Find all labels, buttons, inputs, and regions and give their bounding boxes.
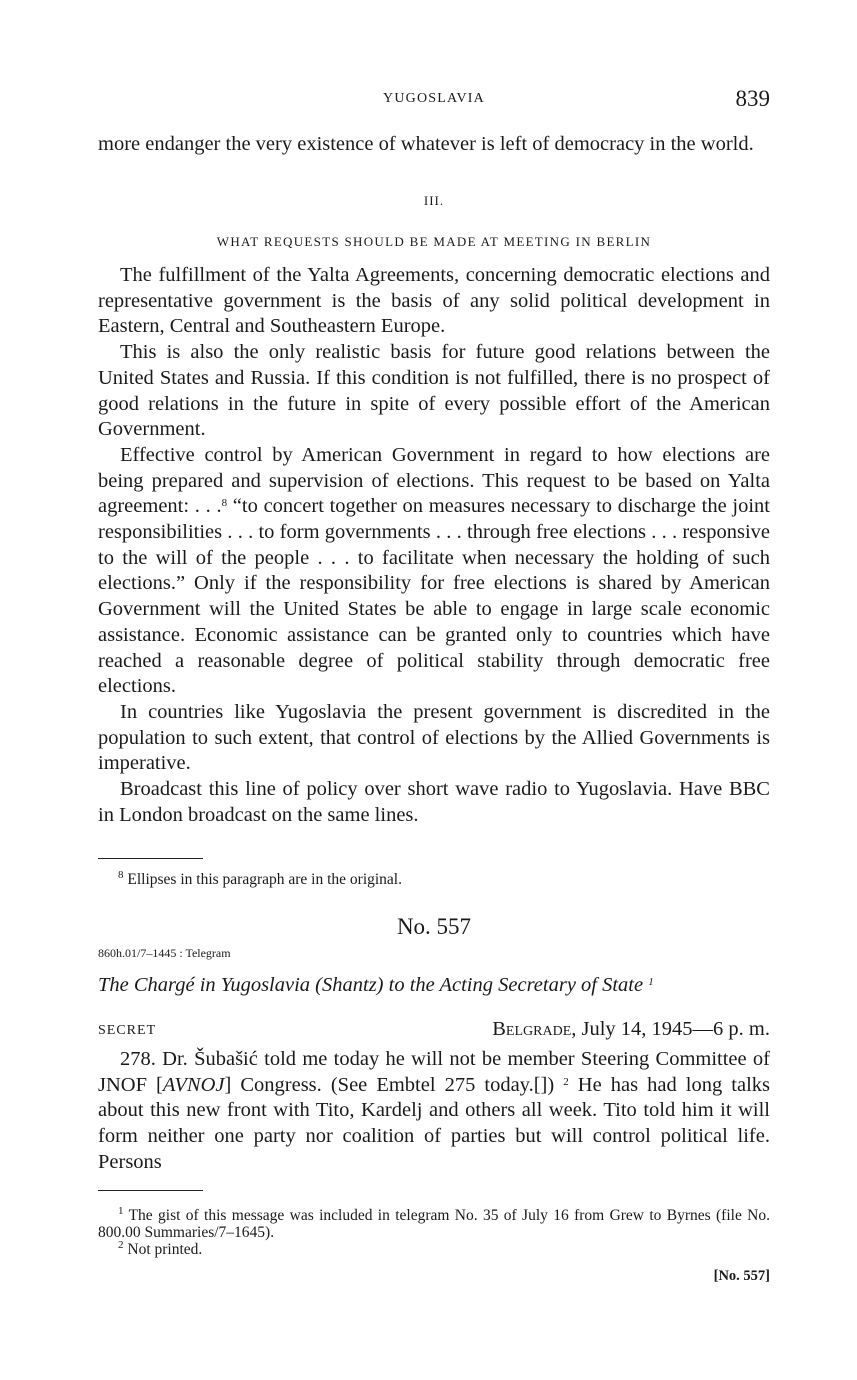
footnote-text: The gist of this message was included in telegram No. 35 of July 16 from Grew to Byrnes (file No. 800.00 Summaries/7–1645). <box>98 1207 770 1241</box>
paragraph-text: Effective control by American Government in regard to how elections are being prepared and supervision of elections. This request to be based on Yalta agreement: . . . <box>98 443 770 518</box>
dateline <box>98 1018 770 1046</box>
footnote-2 <box>98 1241 770 1258</box>
footnote-marker: 1 <box>118 1205 124 1217</box>
date: , July 14, 1945—6 p. m. <box>571 1018 770 1040</box>
page-number: 839 <box>735 86 770 111</box>
footnote-divider <box>98 858 203 859</box>
running-head <box>98 86 770 116</box>
document-heading <box>98 974 770 997</box>
telegram-body <box>98 1047 770 1176</box>
running-title: YUGOSLAVIA <box>383 91 485 106</box>
footnote-marker: 2 <box>563 1075 569 1088</box>
paragraph: In countries like Yugoslavia the present government is discredited in the population to such extent, that control of elections by the Allied Governments is imperative. <box>98 700 770 775</box>
place-and-date <box>492 1018 770 1041</box>
paragraph-text: “to concert together on measures necessary to discharge the joint responsibilities . . . to form governments . . . through free elections . . . responsive to the will of the people . . . to facilitate when necessary the holding of such elections.” Only if the responsibility for free elections is shared by American Government will the United States be able to engage in large scale economic assistance. Economic assistance can be granted only to countries which have reached a reasonable degree of political stability through democratic free elections. <box>98 495 771 698</box>
intro-paragraph <box>98 132 770 158</box>
footnote-divider <box>98 1190 203 1191</box>
footnote-marker: 8 <box>221 497 228 510</box>
paragraph: Broadcast this line of policy over short wave radio to Yugoslavia. Have BBC in London broadcast on the same lines. <box>98 778 770 826</box>
document-number: No. 557 <box>396 914 472 939</box>
footnote-1 <box>98 1207 770 1241</box>
document-heading-text: The Chargé in Yugoslavia (Shantz) to the Acting Secretary of State <box>98 974 644 996</box>
footnote-marker: 1 <box>648 976 654 988</box>
section-heading: WHAT REQUESTS SHOULD BE MADE AT MEETING IN BERLIN <box>216 234 652 249</box>
telegram-text: 278. Dr. Šubašić told me today he will not be member Steering Committee of JNOF [ <box>98 1048 770 1096</box>
paragraph: This is also the only realistic basis for future good relations between the United States and Russia. If this condition is not fulfilled, there is no prospect of good relations in the future in spite of every possible effort of the American Government. <box>98 341 770 441</box>
footnotes <box>98 1207 770 1258</box>
telegram-text: ] Congress. (See Embtel 275 today.[]) <box>224 1073 564 1096</box>
telegram-italic: AVNOJ <box>162 1073 225 1096</box>
telegram-paragraph <box>98 1047 770 1176</box>
paragraph-effective-control <box>98 443 770 700</box>
place: Belgrade <box>492 1018 572 1040</box>
footnote-text: Not printed. <box>123 1241 203 1258</box>
section-body <box>98 263 770 828</box>
intro-text: more endanger the very existence of whatever is left of democracy in the world. <box>98 133 754 155</box>
footnote-marker: 2 <box>118 1239 124 1251</box>
paragraph: The fulfillment of the Yalta Agreements, concerning democratic elections and representative government is the basis of any solid political development in Eastern, Central and Southeastern Europe. <box>98 264 770 338</box>
footnote-8 <box>98 871 770 888</box>
telegram-text: He has had long talks about this new front with Tito, Kardelj and others all week. Tito told him it will form neither one party nor coalition of parties but will control political life. Persons <box>98 1073 770 1173</box>
footnote-marker: 8 <box>118 869 124 881</box>
classification: SECRET <box>98 1023 157 1038</box>
footnote-text: Ellipses in this paragraph are in the original. <box>123 871 402 888</box>
section-number: III. <box>423 193 445 208</box>
file-reference: 860h.01/7–1445 : Telegram <box>98 946 231 960</box>
document-marker: [No. 557] <box>713 1268 770 1284</box>
